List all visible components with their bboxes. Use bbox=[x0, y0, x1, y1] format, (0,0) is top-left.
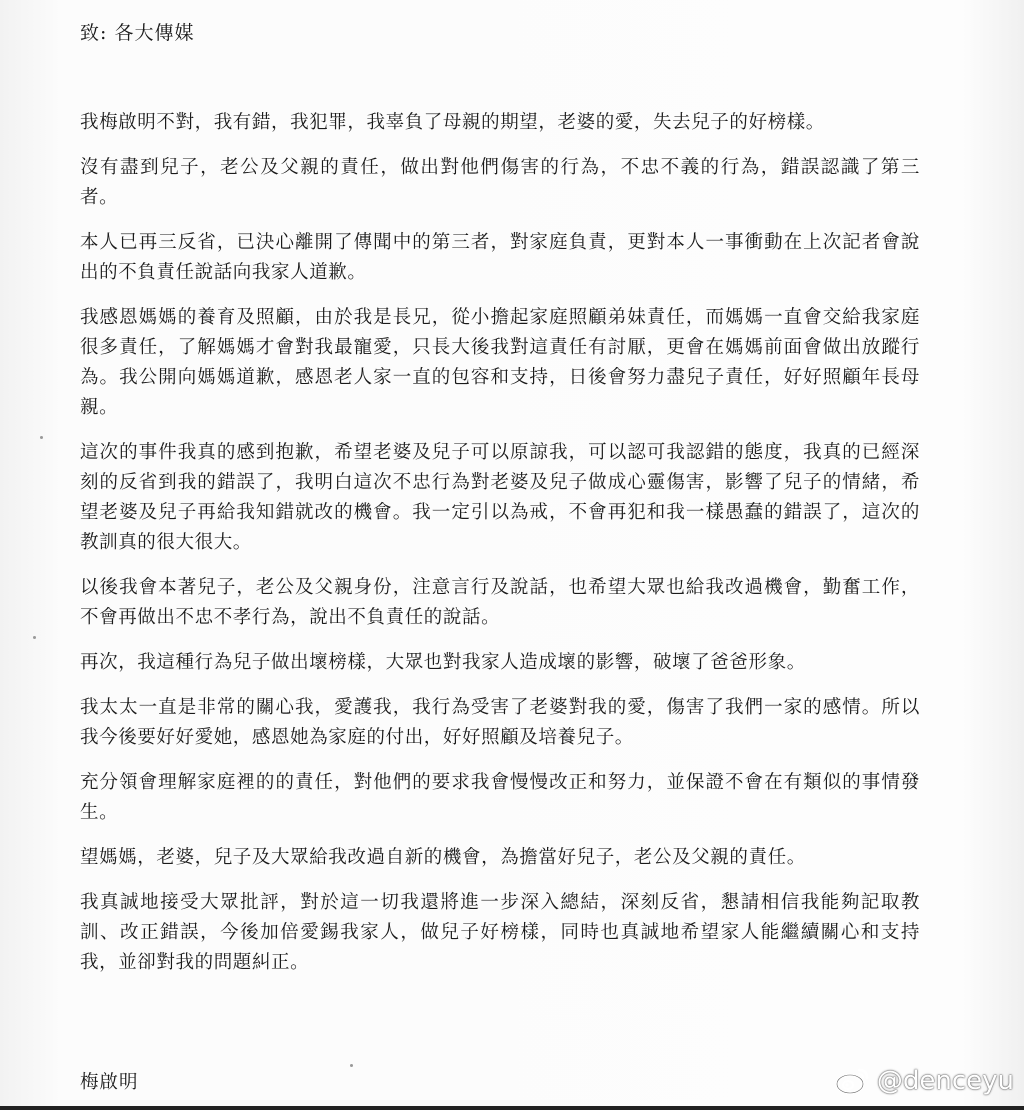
letter-body bbox=[80, 108, 920, 993]
paragraph-9: 充分領會理解家庭裡的的責任，對他們的要求我會慢慢改正和努力，並保證不會在有類似的事情發生。 bbox=[80, 772, 920, 823]
scan-speck bbox=[40, 436, 43, 439]
paragraph-2: 沒有盡到兒子，老公及父親的責任，做出對他們傷害的行為，不忠不義的行為，錯誤認識了第三者。 bbox=[80, 157, 920, 208]
paragraph-5: 這次的事件我真的感到抱歉，希望老婆及兒子可以原諒我，可以認可我認錯的態度，我真的已經深刻的反省到我的錯誤了，我明白這次不忠行為對老婆及兒子做成心靈傷害，影響了兒子的情緒，希望老婆及兒子再給我知錯就改的機會。我一定引以為戒，不會再犯和我一樣愚蠢的錯誤了，這次的教訓真的很大很大。 bbox=[80, 442, 920, 553]
weibo-watermark bbox=[835, 1066, 1014, 1096]
paragraph-1: 我梅啟明不對，我有錯，我犯罪，我辜負了母親的期望，老婆的愛，失去兒子的好榜樣。 bbox=[80, 112, 825, 133]
paragraph-10: 望媽媽，老婆，兒子及大眾給我改過自新的機會，為擔當好兒子，老公及父親的責任。 bbox=[80, 847, 806, 868]
scan-speck bbox=[350, 1064, 353, 1067]
paragraph-8: 我太太一直是非常的關心我，愛護我，我行為受害了老婆對我的愛，傷害了我們一家的感情。所以我今後要好好愛她，感恩她為家庭的付出，好好照顧及培養兒子。 bbox=[80, 697, 920, 748]
paragraph-11: 我真誠地接受大眾批評，對於這一切我還將進一步深入總結，深刻反省，懇請相信我能夠記取教訓、改正錯誤，今後加倍愛錫我家人，做兒子好榜樣，同時也真誠地希望家人能繼續關心和支持我，並卻對我的問題糾正。 bbox=[80, 892, 920, 973]
page-bottom-edge bbox=[0, 1106, 1024, 1110]
paragraph-7: 再次，我這種行為兒子做出壞榜樣，大眾也對我家人造成壞的影響，破壞了爸爸形象。 bbox=[80, 652, 806, 673]
scan-speck bbox=[33, 636, 36, 639]
paragraph-3: 本人已再三反省，已決心離開了傳聞中的第三者，對家庭負責，更對本人一事衝動在上次記者會說出的不負責任說話向我家人道歉。 bbox=[80, 232, 920, 283]
salutation: 致: 各大傳媒 bbox=[80, 22, 195, 44]
weibo-icon bbox=[835, 1066, 871, 1096]
watermark-text: @denceyu bbox=[876, 1066, 1014, 1096]
paragraph-4: 我感恩媽媽的養育及照顧，由於我是長兄，從小擔起家庭照顧弟妹責任，而媽媽一直會交給我家庭很多責任，了解媽媽才會對我最寵愛，只長大後我對這責任有討厭，更會在媽媽前面會做出放蹤行為。我公開向媽媽道歉，感恩老人家一直的包容和支持，日後會努力盡兒子責任，好好照顧年長母親。 bbox=[80, 307, 920, 418]
signature: 梅啟明 bbox=[80, 1072, 139, 1093]
paragraph-6: 以後我會本著兒子，老公及父親身份，注意言行及說話，也希望大眾也給我改過機會，勤奮工作，不會再做出不忠不孝行為，說出不負責任的說話。 bbox=[80, 577, 920, 628]
